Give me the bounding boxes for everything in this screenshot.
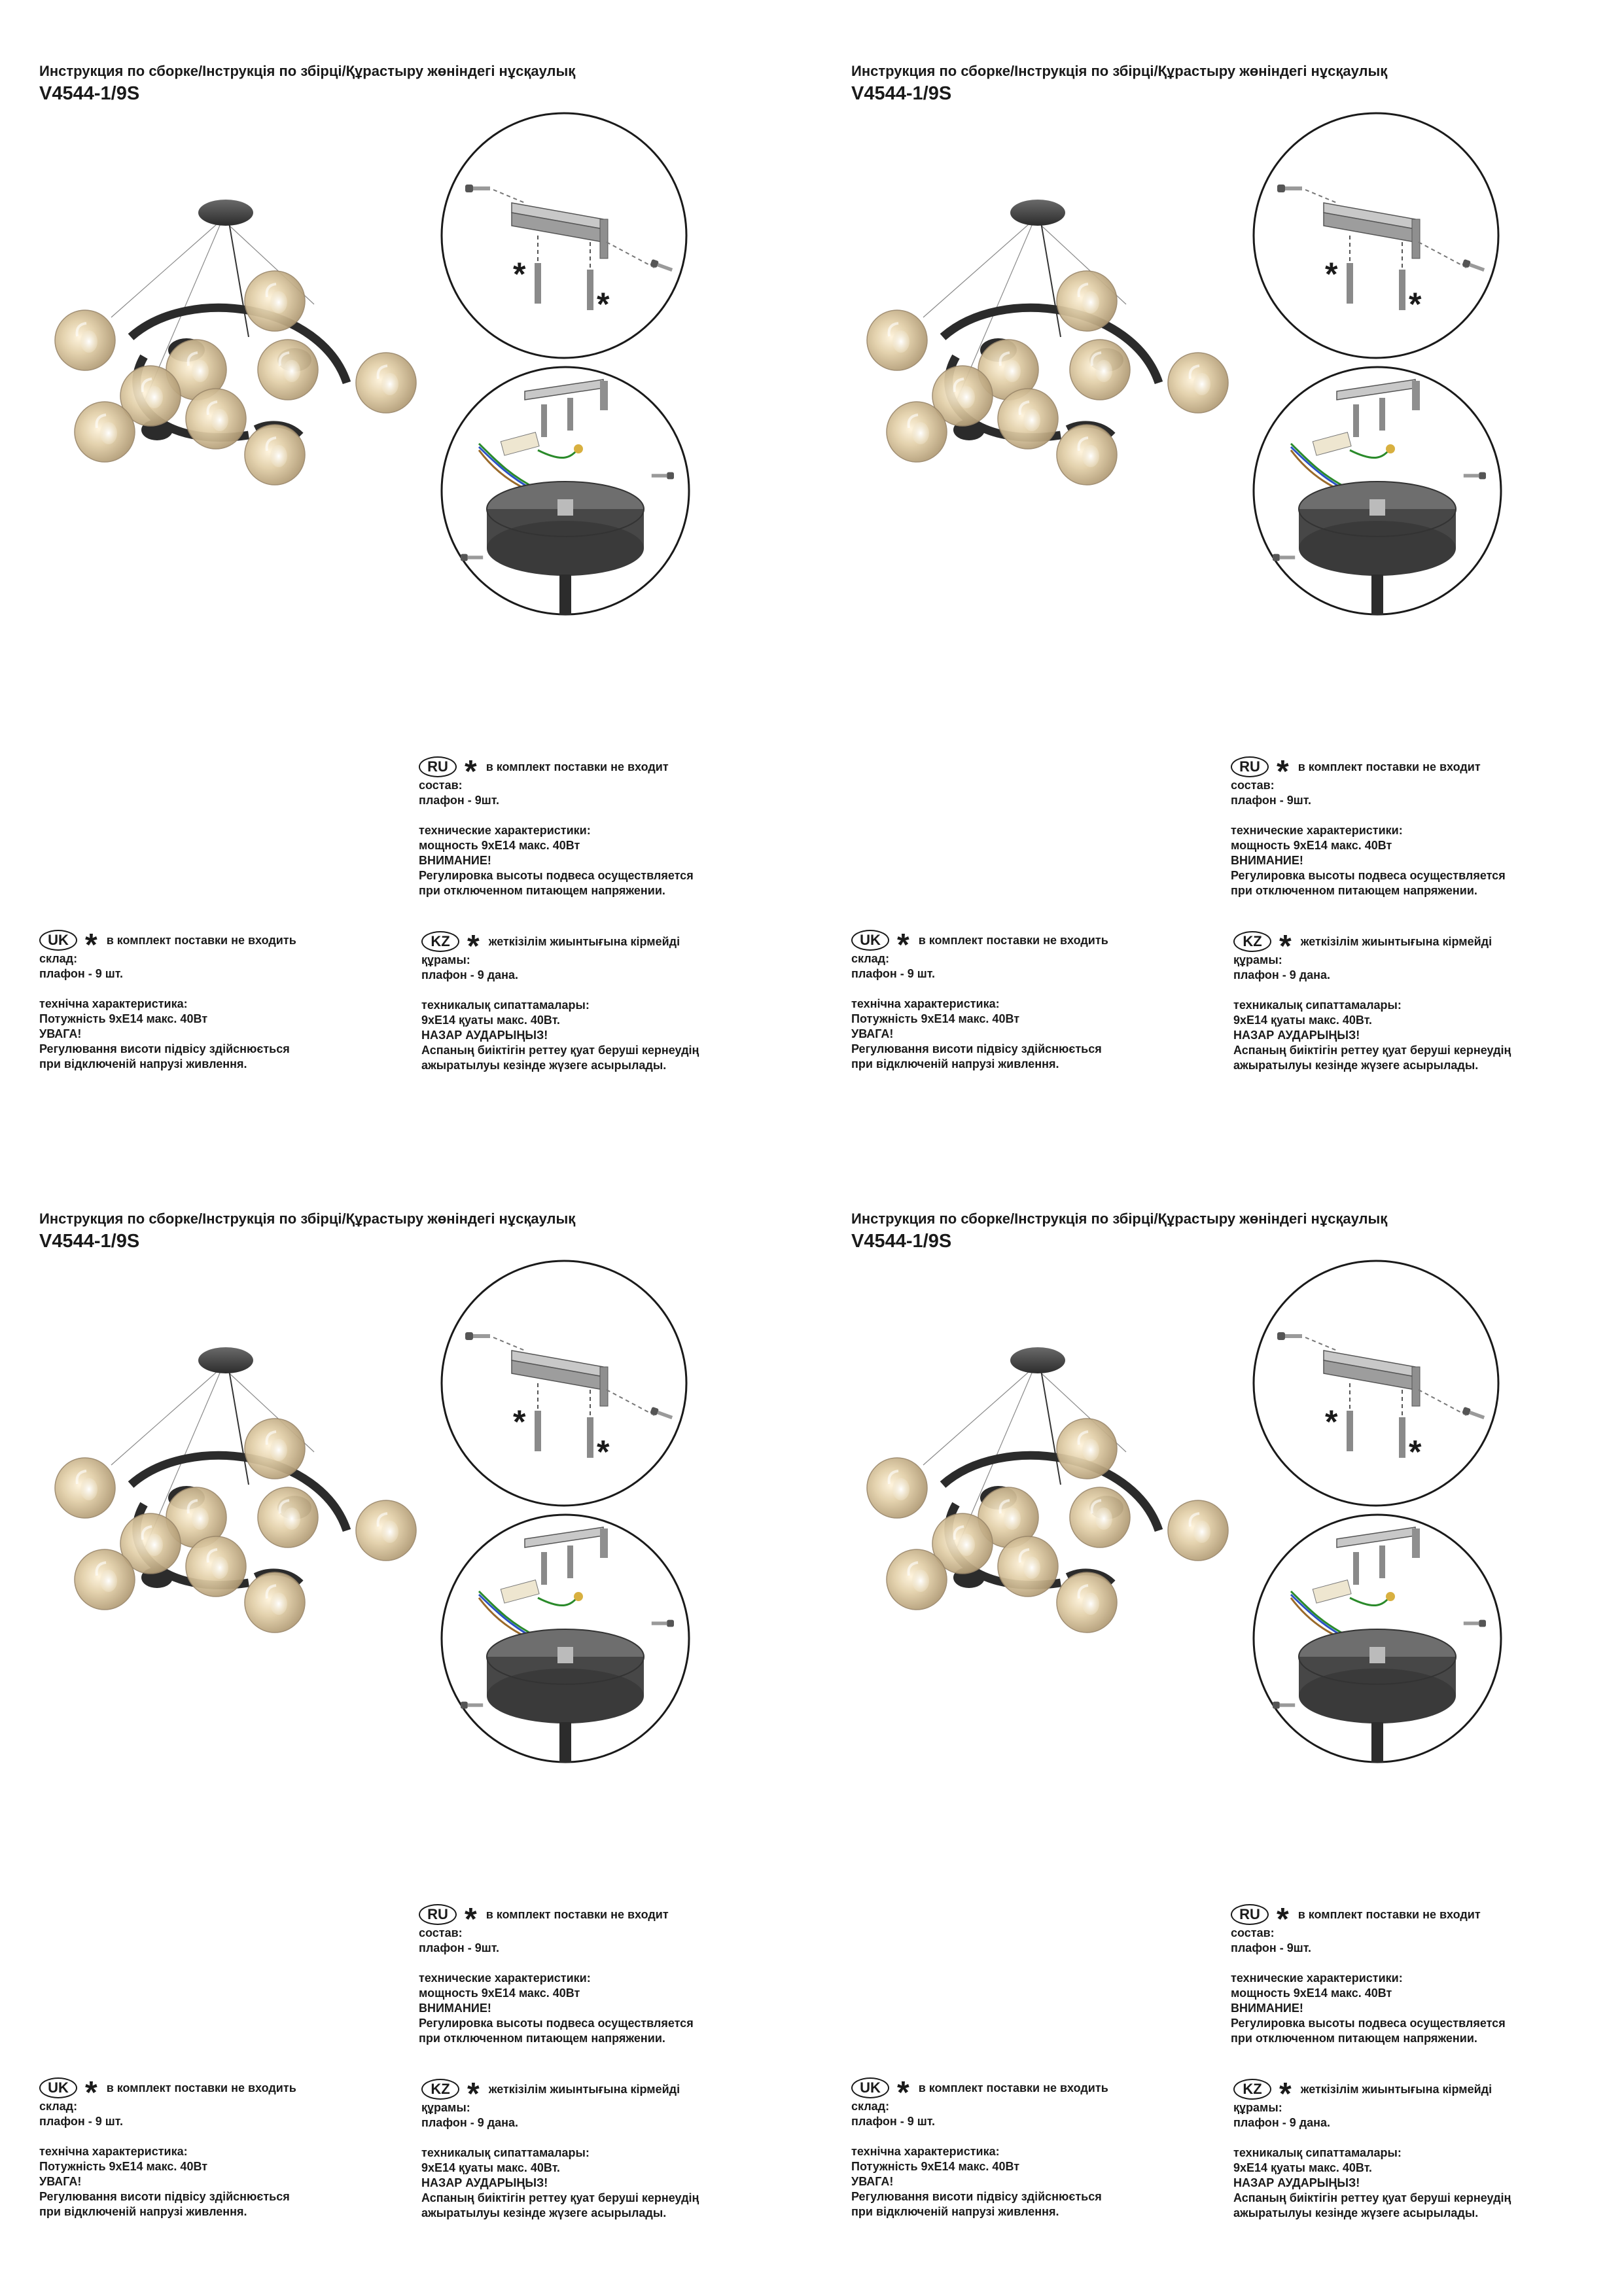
canopy-wiring-diagram: [1252, 365, 1504, 617]
specs-label: техникалық сипаттамалары:: [421, 2146, 590, 2159]
warning-text: при відключеній напрузі живлення.: [851, 2205, 1059, 2218]
info-block-kz: [421, 2078, 699, 2221]
composition-value: плафон - 9шт.: [419, 794, 499, 807]
composition-value: плафон - 9шт.: [419, 1941, 499, 1954]
specs-value: мощность 9xE14 макс. 40Вт: [419, 1987, 580, 2000]
info-block-uk: [39, 2077, 296, 2219]
composition-label: құрамы:: [1233, 953, 1282, 966]
language-badge-ru: RU: [1231, 1904, 1269, 1925]
asterisk-icon: *: [467, 929, 480, 964]
chandelier-illustration: [851, 1334, 1250, 1642]
warning-text: Аспаның биіктігін реттеу қуат беруші кернеудің: [421, 2191, 699, 2204]
specs-value: мощность 9xE14 макс. 40Вт: [419, 839, 580, 852]
language-badge-kz: KZ: [1233, 2079, 1271, 2100]
warning-text: при отключенном питающем напряжении.: [419, 884, 665, 897]
not-included-note: в комплект поставки не входить: [106, 2081, 296, 2094]
language-badge-uk: UK: [851, 930, 889, 951]
specs-label: технічна характеристика:: [851, 2145, 1000, 2158]
warning-text: при отключенном питающем напряжении.: [1231, 2032, 1477, 2045]
model-number: V4544-1/9S: [851, 83, 952, 104]
warning-text: при відключеній напрузі живлення.: [39, 1057, 247, 1070]
not-included-note: жеткізілім жиынтығына кірмейді: [488, 2082, 680, 2096]
info-block-ru: [1231, 756, 1506, 898]
language-badge-kz: KZ: [421, 2079, 459, 2100]
specs-label: технічна характеристика:: [39, 2145, 188, 2158]
info-block-ru: [1231, 1903, 1506, 2046]
warning-label: ВНИМАНИЕ!: [1231, 854, 1303, 867]
warning-text: при отключенном питающем напряжении.: [1231, 884, 1477, 897]
info-block-uk: [851, 929, 1108, 1072]
composition-value: плафон - 9 шт.: [39, 967, 123, 980]
composition-label: құрамы:: [1233, 2101, 1282, 2114]
composition-label: состав:: [419, 1926, 463, 1939]
mounting-bracket-diagram: [1252, 111, 1500, 360]
asterisk-icon: *: [1279, 929, 1292, 964]
specs-value: Потужність 9xE14 макс. 40Вт: [851, 2160, 1020, 2173]
mounting-bracket-diagram: [440, 1259, 688, 1508]
warning-text: при відключеній напрузі живлення.: [39, 2205, 247, 2218]
warning-text: при відключеній напрузі живлення.: [851, 1057, 1059, 1070]
language-badge-ru: RU: [1231, 756, 1269, 777]
warning-text: ажыратылуы кезінде жүзеге асырылады.: [1233, 2206, 1479, 2219]
composition-value: плафон - 9 дана.: [421, 968, 519, 981]
specs-value: 9xE14 қуаты макс. 40Вт.: [1233, 1014, 1372, 1027]
specs-value: Потужність 9xE14 макс. 40Вт: [851, 1012, 1020, 1025]
specs-label: технические характеристики:: [1231, 824, 1403, 837]
warning-label: УВАГА!: [39, 2175, 82, 2188]
warning-text: Аспаның биіктігін реттеу қуат беруші кернеудің: [1233, 1044, 1511, 1057]
asterisk-icon: *: [467, 2077, 480, 2111]
not-included-note: жеткізілім жиынтығына кірмейді: [1300, 934, 1492, 948]
page-title: Инструкция по сборке/Інструкція по збірці/Құрастыру жөніндегі нұсқаулық: [851, 1210, 1388, 1227]
asterisk-icon: *: [897, 928, 909, 963]
specs-label: технические характеристики:: [419, 824, 591, 837]
language-badge-kz: KZ: [421, 931, 459, 952]
composition-label: состав:: [1231, 779, 1275, 792]
warning-text: Аспаның биіктігін реттеу қуат беруші кернеудің: [1233, 2191, 1511, 2204]
composition-label: состав:: [419, 779, 463, 792]
asterisk-icon: *: [1277, 1902, 1289, 1937]
composition-label: склад:: [851, 2100, 890, 2113]
specs-label: технічна характеристика:: [851, 997, 1000, 1010]
composition-value: плафон - 9шт.: [1231, 794, 1311, 807]
info-block-uk: [851, 2077, 1108, 2219]
composition-label: склад:: [39, 952, 78, 965]
specs-value: 9xE14 қуаты макс. 40Вт.: [1233, 2161, 1372, 2174]
chandelier-illustration: [39, 1334, 438, 1642]
asterisk-icon: *: [1279, 2077, 1292, 2111]
page-title: Инструкция по сборке/Інструкція по збірці/Құрастыру жөніндегі нұсқаулық: [39, 63, 576, 79]
model-number: V4544-1/9S: [39, 1231, 140, 1252]
language-badge-ru: RU: [419, 756, 457, 777]
specs-label: технічна характеристика:: [39, 997, 188, 1010]
composition-value: плафон - 9 шт.: [39, 2115, 123, 2128]
asterisk-mark: *: [513, 1404, 526, 1440]
warning-text: при отключенном питающем напряжении.: [419, 2032, 665, 2045]
warning-label: ВНИМАНИЕ!: [419, 2002, 491, 2015]
warning-label: УВАГА!: [851, 1027, 894, 1040]
not-included-note: в комплект поставки не входить: [918, 2081, 1108, 2094]
asterisk-mark: *: [597, 1434, 610, 1470]
warning-label: НАЗАР АУДАРЫҢЫЗ!: [1233, 2176, 1360, 2189]
warning-text: Аспаның биіктігін реттеу қуат беруші кернеудің: [421, 1044, 699, 1057]
not-included-note: в комплект поставки не входит: [485, 760, 669, 773]
asterisk-icon: *: [85, 2075, 97, 2110]
page-title: Инструкция по сборке/Інструкція по збірці/Құрастыру жөніндегі нұсқаулық: [851, 63, 1388, 79]
specs-value: мощность 9xE14 макс. 40Вт: [1231, 839, 1392, 852]
not-included-note: в комплект поставки не входить: [918, 933, 1108, 947]
composition-label: склад:: [851, 952, 890, 965]
mounting-bracket-diagram: [440, 111, 688, 360]
composition-value: плафон - 9 шт.: [851, 2115, 935, 2128]
specs-value: Потужність 9xE14 макс. 40Вт: [39, 2160, 208, 2173]
warning-text: ажыратылуы кезінде жүзеге асырылады.: [421, 1059, 667, 1072]
warning-text: ажыратылуы кезінде жүзеге асырылады.: [1233, 1059, 1479, 1072]
model-number: V4544-1/9S: [851, 1231, 952, 1252]
specs-value: 9xE14 қуаты макс. 40Вт.: [421, 1014, 560, 1027]
asterisk-mark: *: [1409, 1434, 1422, 1470]
asterisk-icon: *: [465, 1902, 477, 1937]
chandelier-illustration: [851, 186, 1250, 494]
info-block-uk: [39, 929, 296, 1072]
warning-text: Регулировка высоты подвеса осуществляется: [1231, 2017, 1506, 2030]
not-included-note: в комплект поставки не входит: [1297, 1907, 1481, 1921]
page-title: Инструкция по сборке/Інструкція по збірці/Құрастыру жөніндегі нұсқаулық: [39, 1210, 576, 1227]
composition-label: құрамы:: [421, 2101, 470, 2114]
mounting-bracket-diagram: [1252, 1259, 1500, 1508]
warning-text: Регулювання висоти підвісу здійснюється: [851, 1042, 1102, 1055]
warning-text: ажыратылуы кезінде жүзеге асырылады.: [421, 2206, 667, 2219]
language-badge-uk: UK: [39, 930, 77, 951]
composition-label: құрамы:: [421, 953, 470, 966]
language-badge-uk: UK: [39, 2077, 77, 2098]
specs-label: технические характеристики:: [1231, 1971, 1403, 1985]
warning-label: УВАГА!: [39, 1027, 82, 1040]
instruction-panel: [0, 0, 812, 1148]
composition-label: склад:: [39, 2100, 78, 2113]
instruction-panel: [812, 0, 1624, 1148]
asterisk-icon: *: [85, 928, 97, 963]
composition-value: плафон - 9 дана.: [1233, 968, 1331, 981]
canopy-wiring-diagram: [1252, 1513, 1504, 1765]
warning-text: Регулировка высоты подвеса осуществляется: [419, 869, 694, 882]
warning-text: Регулювання висоти підвісу здійснюється: [39, 1042, 290, 1055]
language-badge-uk: UK: [851, 2077, 889, 2098]
specs-label: техникалық сипаттамалары:: [421, 998, 590, 1012]
warning-text: Регулювання висоти підвісу здійснюється: [851, 2190, 1102, 2203]
asterisk-icon: *: [1277, 754, 1289, 789]
warning-text: Регулювання висоти підвісу здійснюється: [39, 2190, 290, 2203]
canopy-wiring-diagram: [440, 365, 692, 617]
composition-label: состав:: [1231, 1926, 1275, 1939]
info-block-ru: [419, 1903, 694, 2046]
warning-label: УВАГА!: [851, 2175, 894, 2188]
specs-label: техникалық сипаттамалары:: [1233, 2146, 1402, 2159]
composition-value: плафон - 9шт.: [1231, 1941, 1311, 1954]
canopy-wiring-diagram: [440, 1513, 692, 1765]
info-block-kz: [421, 930, 699, 1073]
language-badge-ru: RU: [419, 1904, 457, 1925]
not-included-note: в комплект поставки не входить: [106, 933, 296, 947]
warning-label: НАЗАР АУДАРЫҢЫЗ!: [421, 1029, 548, 1042]
asterisk-mark: *: [597, 286, 610, 323]
info-block-ru: [419, 756, 694, 898]
not-included-note: в комплект поставки не входит: [1297, 760, 1481, 773]
composition-value: плафон - 9 дана.: [421, 2116, 519, 2129]
instruction-panel: [812, 1148, 1624, 2295]
info-block-kz: [1233, 2078, 1511, 2221]
language-badge-kz: KZ: [1233, 931, 1271, 952]
asterisk-mark: *: [1325, 1404, 1338, 1440]
composition-value: плафон - 9 шт.: [851, 967, 935, 980]
specs-label: технические характеристики:: [419, 1971, 591, 1985]
warning-label: НАЗАР АУДАРЫҢЫЗ!: [1233, 1029, 1360, 1042]
specs-value: Потужність 9xE14 макс. 40Вт: [39, 1012, 208, 1025]
not-included-note: жеткізілім жиынтығына кірмейді: [488, 934, 680, 948]
specs-value: мощность 9xE14 макс. 40Вт: [1231, 1987, 1392, 2000]
instruction-panel: [0, 1148, 812, 2295]
warning-text: Регулировка высоты подвеса осуществляется: [419, 2017, 694, 2030]
asterisk-mark: *: [1325, 256, 1338, 292]
specs-label: техникалық сипаттамалары:: [1233, 998, 1402, 1012]
warning-text: Регулировка высоты подвеса осуществляется: [1231, 869, 1506, 882]
warning-label: НАЗАР АУДАРЫҢЫЗ!: [421, 2176, 548, 2189]
info-block-kz: [1233, 930, 1511, 1073]
asterisk-mark: *: [513, 256, 526, 292]
warning-label: ВНИМАНИЕ!: [419, 854, 491, 867]
warning-label: ВНИМАНИЕ!: [1231, 2002, 1303, 2015]
specs-value: 9xE14 қуаты макс. 40Вт.: [421, 2161, 560, 2174]
asterisk-icon: *: [897, 2075, 909, 2110]
asterisk-icon: *: [465, 754, 477, 789]
asterisk-mark: *: [1409, 286, 1422, 323]
not-included-note: жеткізілім жиынтығына кірмейді: [1300, 2082, 1492, 2096]
not-included-note: в комплект поставки не входит: [485, 1907, 669, 1921]
model-number: V4544-1/9S: [39, 83, 140, 104]
composition-value: плафон - 9 дана.: [1233, 2116, 1331, 2129]
chandelier-illustration: [39, 186, 438, 494]
